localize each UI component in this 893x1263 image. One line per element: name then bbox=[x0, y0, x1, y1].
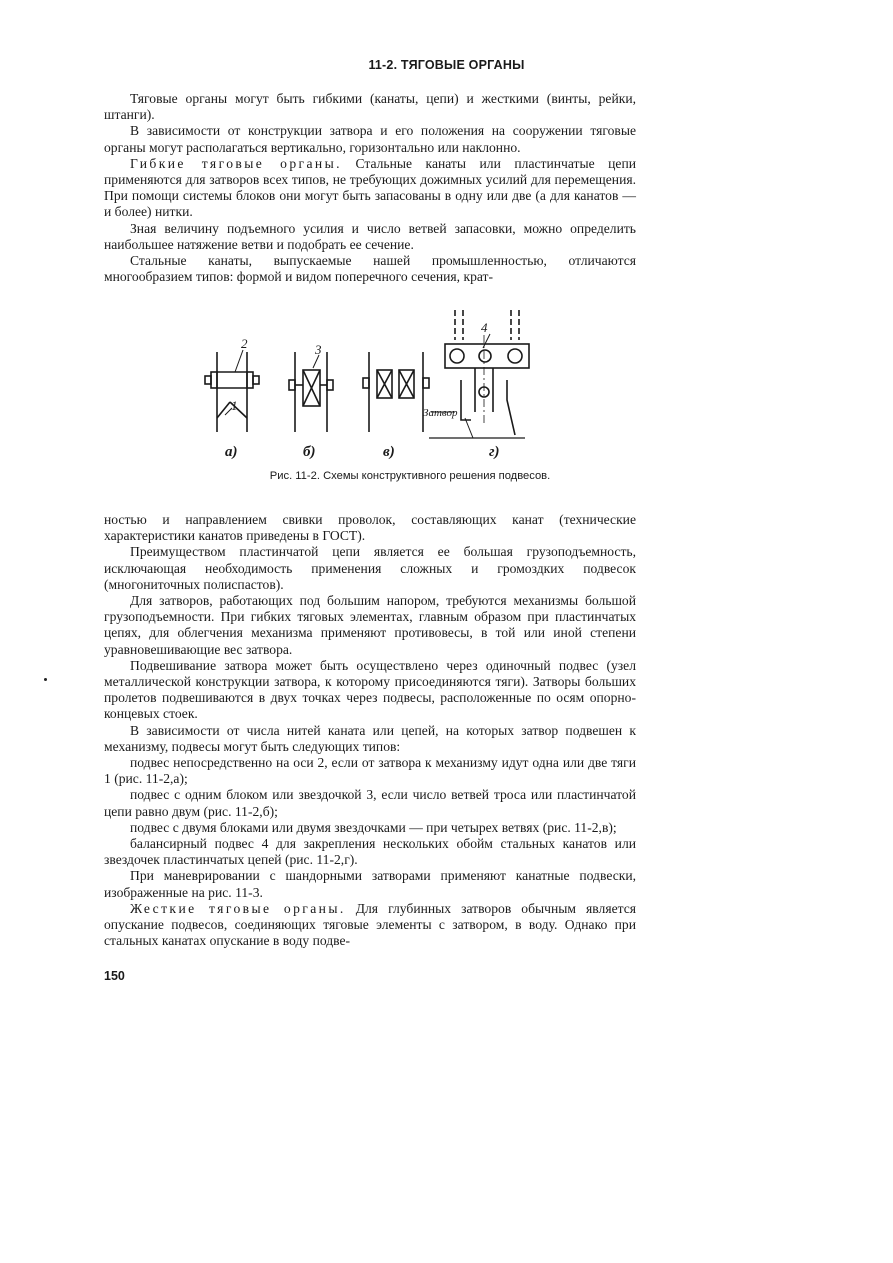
paragraph-text: балансирный подвес 4 для закрепления нескольких обойм стальных канатов или звездочек пластинчатых цепей (рис. 11-2,г). bbox=[104, 836, 636, 868]
paragraph-text: ностью и направлением свивки проволок, составляющих канат (технические характеристики канатов приведены в ГОСТ). bbox=[104, 512, 636, 544]
paragraph-text: Преимуществом пластинчатой цепи является ее большая грузоподъемность, исключающая необходимость применения сложных и громоздких подвесок (многониточных полиспастов). bbox=[104, 544, 636, 592]
paragraph-text: Стальные канаты, выпускаемые нашей промышленностью, отличаются многообразием типов: формой и видом поперечного сечения, крат- bbox=[104, 253, 636, 285]
paragraph bbox=[104, 593, 636, 658]
paragraph-text: Для глубинных затворов обычным является опускание подвесов, соединяющих тяговые элементы с затвором, в воду. Однако при стальных канатах опускание в воду подве- bbox=[104, 900, 636, 949]
paragraph bbox=[104, 658, 636, 723]
spaced-run-in-heading: Жесткие тяговые органы. bbox=[130, 900, 346, 916]
figure-caption: Рис. 11-2. Схемы конструктивного решения подвесов. bbox=[269, 470, 551, 482]
scheme-a-drawing bbox=[205, 350, 259, 432]
paragraph bbox=[104, 123, 636, 155]
paragraph bbox=[104, 544, 636, 593]
sub-label-b: б) bbox=[303, 444, 316, 460]
list-item bbox=[104, 836, 636, 868]
paragraph-text: В зависимости от числа нитей каната или цепей, на которых затвор подвешен к механизму, подвесы могут быть следующих типов: bbox=[104, 722, 636, 754]
suspension-diagram bbox=[195, 300, 555, 465]
paragraph bbox=[104, 253, 636, 285]
paragraph bbox=[104, 156, 636, 221]
sub-label-v: в) bbox=[383, 444, 395, 460]
sub-label-a: а) bbox=[225, 444, 238, 460]
paragraph bbox=[104, 723, 636, 755]
bottom-text-block bbox=[104, 512, 636, 949]
scheme-v-drawing bbox=[363, 352, 429, 432]
spaced-run-in-heading: Гибкие тяговые органы. bbox=[130, 155, 342, 171]
paragraph-text: Зная величину подъемного усилия и число ветвей запасовки, можно определить наибольшее натяжение ветви и подобрать ее сечение. bbox=[104, 220, 636, 252]
paragraph-text: Тяговые органы могут быть гибкими (канаты, цепи) и жесткими (винты, рейки, штанги). bbox=[104, 91, 636, 123]
paragraph-text: подвес с двумя блоками или двумя звездочками — при четырех ветвях (рис. 11-2,в); bbox=[130, 819, 617, 835]
paragraph bbox=[104, 512, 636, 544]
list-item bbox=[104, 755, 636, 787]
section-heading: 11-2. ТЯГОВЫЕ ОРГАНЫ bbox=[368, 58, 525, 72]
paragraph-text: В зависимости от конструкции затвора и его положения на сооружении тяговые органы могут располагаться вертикально, горизонтально или наклонно. bbox=[104, 123, 636, 155]
sub-label-g: г) bbox=[489, 444, 500, 460]
list-item bbox=[104, 787, 636, 819]
paragraph-text: Для затворов, работающих под большим напором, требуются механизмы большой грузоподъемности. При гибких тяговых элементах, главным образом при пластинчатых цепях, для облегчения механизма применяют противовесы, в той или иной степени уравновешивающие вес затвора. bbox=[104, 593, 636, 657]
label-4: 4 bbox=[481, 320, 488, 335]
list-item bbox=[104, 820, 636, 836]
label-3: 3 bbox=[315, 342, 322, 357]
label-2: 2 bbox=[241, 336, 248, 351]
label-1: 1 bbox=[231, 398, 238, 413]
figure-suspension-schemes bbox=[195, 300, 555, 465]
paragraph bbox=[104, 221, 636, 253]
paragraph bbox=[104, 868, 636, 900]
paragraph-text: подвес непосредственно на оси 2, если от затвора к механизму идут одна или две тяги 1 (рис. 11-2,а); bbox=[104, 755, 636, 787]
paragraph-text: Стальные канаты или пластинчатые цепи применяются для затворов всех типов, не требующих дожимных усилий для перемещения. При помощи системы блоков они могут быть запасованы в одну или две (а для канатов — и более) нитки. bbox=[104, 155, 636, 220]
scan-speck bbox=[44, 678, 47, 681]
paragraph bbox=[104, 901, 636, 950]
paragraph-text: Подвешивание затвора может быть осуществлено через одиночный подвес (узел металлической конструкции затвора, к которому присоединяются тяги). Затворы больших пролетов подвешиваются в двух точках через подвесы, расположенные по осям опорно-концевых стоек. bbox=[104, 657, 636, 722]
label-gate: Затвор bbox=[423, 407, 458, 419]
paragraph-text: подвес с одним блоком или звездочкой 3, если число ветвей троса или пластинчатой цепи равно двум (рис. 11-2,б); bbox=[104, 787, 636, 819]
paragraph bbox=[104, 91, 636, 123]
scheme-b-drawing bbox=[289, 352, 333, 432]
page-number: 150 bbox=[104, 969, 125, 983]
paragraph-text: При маневрировании с шандорными затворами применяют канатные подвески, изображенные на рис. 11-3. bbox=[104, 868, 636, 900]
top-text-block bbox=[104, 91, 636, 285]
